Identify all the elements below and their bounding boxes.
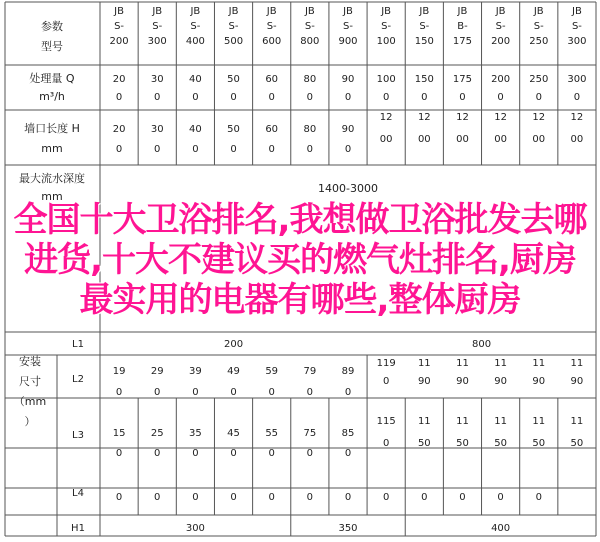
flow-value: 40 <box>189 74 202 85</box>
model-name: JB <box>114 6 124 17</box>
install-label: ） <box>24 415 36 428</box>
l3-value: 0 <box>382 438 390 449</box>
model-name: S- <box>343 21 353 32</box>
l3-value: 11 <box>494 416 507 427</box>
row-label-length: 墙口长度 H <box>24 122 80 135</box>
model-name: 150 <box>414 36 434 47</box>
length-value: 00 <box>417 134 431 145</box>
row-label-h1: H1 <box>71 523 85 534</box>
row-label-depth-unit: mm <box>41 190 63 203</box>
l4-value: 0 <box>421 492 428 503</box>
model-name: S- <box>266 21 277 32</box>
model-name: S- <box>114 21 125 32</box>
model-name: S- <box>381 21 392 32</box>
l2-value: 90 <box>532 376 546 387</box>
length-value: 0 <box>154 144 161 155</box>
model-name: 300 <box>147 36 167 47</box>
header-label-model: 型号 <box>41 40 63 53</box>
flow-value: 0 <box>421 92 428 103</box>
length-value: 0 <box>344 144 352 155</box>
l3-value: 0 <box>192 448 199 459</box>
model-name: S- <box>304 21 315 32</box>
row-label-depth: 最大流水深度 <box>19 172 85 185</box>
l2-value: 119 <box>376 358 396 369</box>
l4-value: 0 <box>497 492 504 503</box>
depth-value: 1400-3000 <box>318 182 378 195</box>
flow-value: 90 <box>341 74 355 85</box>
model-name: 900 <box>338 36 358 47</box>
install-label: （mm <box>13 395 47 408</box>
l2-value: 0 <box>382 376 390 387</box>
l2-value: 39 <box>189 366 202 377</box>
flow-value: 0 <box>115 92 123 103</box>
l3-value: 11 <box>456 416 469 427</box>
length-value: 12 <box>417 112 431 123</box>
model-name: 400 <box>185 36 205 47</box>
flow-value: 0 <box>230 92 237 103</box>
row-label-l2: L2 <box>72 374 84 385</box>
row-label-l4: L4 <box>72 488 84 499</box>
l2-value: 11 <box>532 358 546 369</box>
flow-value: 0 <box>382 92 390 103</box>
l2-value: 0 <box>230 387 237 398</box>
length-value: 0 <box>268 144 275 155</box>
model-name: S- <box>419 21 430 32</box>
model-name: JB <box>495 6 506 17</box>
length-value: 50 <box>227 124 240 135</box>
length-value: 12 <box>532 112 546 123</box>
model-name: JB <box>152 6 163 17</box>
length-value: 12 <box>570 112 584 123</box>
length-value: 00 <box>570 134 584 145</box>
model-name: 500 <box>223 36 244 47</box>
l3-value: 75 <box>303 428 317 439</box>
l3-value: 0 <box>306 448 314 459</box>
l1-value: 200 <box>223 339 244 350</box>
l3-value: 50 <box>417 438 431 449</box>
l3-value: 115 <box>376 416 396 427</box>
length-value: 0 <box>115 144 123 155</box>
l3-value: 0 <box>344 448 352 459</box>
flow-value: 0 <box>497 92 504 103</box>
l2-value: 0 <box>268 387 275 398</box>
flow-value: 0 <box>573 92 581 103</box>
flow-value: 0 <box>268 92 275 103</box>
flow-value: 0 <box>192 92 199 103</box>
model-name: JB <box>228 6 239 17</box>
row-label-l3: L3 <box>72 430 84 441</box>
model-name: JB <box>419 6 430 17</box>
model-name: JB <box>572 6 582 17</box>
row-label-flow: 处理量 Q <box>29 72 75 85</box>
length-value: 12 <box>494 112 507 123</box>
l4-value: 0 <box>382 492 390 503</box>
model-name: JB <box>266 6 277 17</box>
model-name: 300 <box>567 36 587 47</box>
flow-value: 200 <box>491 74 511 85</box>
l2-value: 0 <box>115 387 123 398</box>
model-name: 175 <box>452 36 473 47</box>
length-value: 30 <box>150 124 164 135</box>
model-name: 250 <box>529 36 549 47</box>
h1-value: 350 <box>338 523 358 534</box>
model-name: 800 <box>300 36 320 47</box>
l2-value: 29 <box>150 366 164 377</box>
model-name: JB <box>343 6 353 17</box>
flow-value: 60 <box>265 74 279 85</box>
l3-value: 15 <box>112 428 126 439</box>
model-name: 200 <box>109 36 129 47</box>
length-value: 12 <box>456 112 469 123</box>
row-label-flow-unit: m³/h <box>39 90 65 103</box>
flow-value: 150 <box>414 74 434 85</box>
l3-value: 45 <box>227 428 240 439</box>
l2-value: 59 <box>265 366 279 377</box>
l4-value: 0 <box>154 492 161 503</box>
flow-value: 175 <box>452 74 473 85</box>
flow-value: 50 <box>227 74 240 85</box>
model-name: S- <box>152 21 163 32</box>
l2-value: 90 <box>570 376 584 387</box>
install-label: 尺寸 <box>19 375 41 388</box>
install-label: 安装 <box>19 355 41 368</box>
l2-value: 11 <box>417 358 431 369</box>
l3-value: 35 <box>189 428 202 439</box>
l3-value: 0 <box>154 448 161 459</box>
length-value: 00 <box>379 134 393 145</box>
model-name: S- <box>495 21 506 32</box>
l3-value: 0 <box>230 448 237 459</box>
l2-value: 90 <box>494 376 507 387</box>
l4-value: 0 <box>192 492 199 503</box>
length-value: 20 <box>112 124 126 135</box>
l2-value: 0 <box>154 387 161 398</box>
model-name: S- <box>190 21 201 32</box>
flow-value: 250 <box>529 74 549 85</box>
length-value: 0 <box>306 144 314 155</box>
length-value: 0 <box>192 144 199 155</box>
l3-value: 11 <box>417 416 431 427</box>
model-name: JB <box>457 6 468 17</box>
model-name: S- <box>533 21 544 32</box>
l2-value: 89 <box>341 366 355 377</box>
h1-value: 300 <box>185 523 205 534</box>
l2-value: 90 <box>417 376 431 387</box>
l1-value: 800 <box>471 339 492 350</box>
flow-value: 300 <box>567 74 587 85</box>
model-name: 600 <box>262 36 282 47</box>
flow-value: 100 <box>376 74 396 85</box>
l4-value: 0 <box>344 492 352 503</box>
l3-value: 11 <box>570 416 584 427</box>
flow-value: 80 <box>303 74 317 85</box>
l2-value: 79 <box>303 366 317 377</box>
l4-value: 0 <box>459 492 466 503</box>
flow-value: 0 <box>154 92 161 103</box>
l2-value: 49 <box>227 366 240 377</box>
l4-value: 0 <box>306 492 314 503</box>
length-value: 80 <box>303 124 317 135</box>
flow-value: 0 <box>306 92 314 103</box>
l3-value: 25 <box>150 428 164 439</box>
model-name: 200 <box>491 36 511 47</box>
length-value: 00 <box>456 134 469 145</box>
model-name: B- <box>457 21 468 32</box>
length-value: 90 <box>341 124 355 135</box>
l4-value: 0 <box>535 492 542 503</box>
model-name: JB <box>533 6 544 17</box>
flow-value: 30 <box>150 74 164 85</box>
length-value: 00 <box>532 134 546 145</box>
flow-value: 0 <box>459 92 466 103</box>
l3-value: 11 <box>532 416 546 427</box>
flow-value: 0 <box>535 92 542 103</box>
length-value: 00 <box>494 134 507 145</box>
model-name: JB <box>190 6 201 17</box>
model-name: JB <box>381 6 392 17</box>
l2-value: 0 <box>306 387 314 398</box>
l3-value: 50 <box>456 438 469 449</box>
l4-value: 0 <box>230 492 237 503</box>
l3-value: 0 <box>268 448 275 459</box>
l2-value: 11 <box>456 358 469 369</box>
l4-value: 0 <box>268 492 275 503</box>
l4-value: 0 <box>115 492 123 503</box>
l2-value: 11 <box>494 358 507 369</box>
model-name: S- <box>228 21 239 32</box>
overlay-title: 全国十大卫浴排名,我想做卫浴批发去哪进货,十大不建议买的燃气灶排名,厨房最实用的电器有哪些,整体厨房 <box>13 200 587 320</box>
l3-value: 0 <box>115 448 123 459</box>
length-value: 60 <box>265 124 279 135</box>
l3-value: 50 <box>570 438 584 449</box>
l3-value: 50 <box>532 438 546 449</box>
length-value: 0 <box>230 144 237 155</box>
header-label-param: 参数 <box>41 20 63 33</box>
l3-value: 50 <box>494 438 507 449</box>
length-value: 12 <box>379 112 393 123</box>
l3-value: 85 <box>341 428 355 439</box>
l2-value: 0 <box>344 387 352 398</box>
l2-value: 90 <box>456 376 469 387</box>
flow-value: 0 <box>344 92 352 103</box>
l3-value: 55 <box>265 428 279 439</box>
l2-value: 0 <box>192 387 199 398</box>
l2-value: 11 <box>570 358 584 369</box>
row-label-l1: L1 <box>72 339 84 350</box>
flow-value: 20 <box>112 74 126 85</box>
model-name: S- <box>571 21 582 32</box>
length-value: 40 <box>189 124 202 135</box>
l2-value: 19 <box>112 366 126 377</box>
model-name: 100 <box>376 36 396 47</box>
h1-value: 400 <box>491 523 511 534</box>
row-label-length-unit: mm <box>41 142 63 155</box>
model-name: JB <box>304 6 315 17</box>
